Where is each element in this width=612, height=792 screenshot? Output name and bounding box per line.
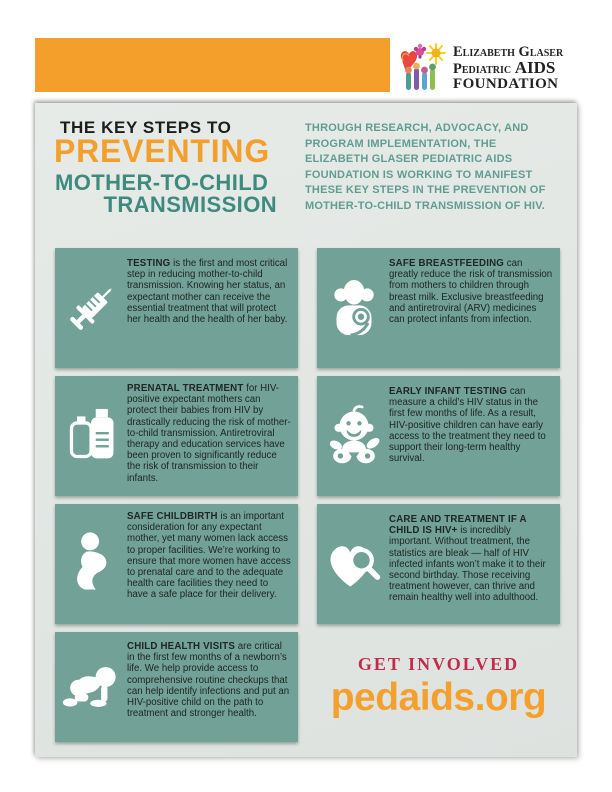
step-text: CHILD HEALTH VISITS are critical in the first few months of a newborn’s life. We help provide access to comprehensive routine checkups that can help identify infections and put an HIV-positive child on the path to treatment and stronger health. xyxy=(127,641,290,720)
header-title: PREVENTING xyxy=(54,133,271,169)
top-orange-bar xyxy=(35,38,390,92)
step-box-safe-childbirth xyxy=(55,504,298,624)
header-intro-paragraph: THROUGH RESEARCH, ADVOCACY, AND PROGRAM IMPLEMENTATION, THE ELIZABETH GLASER PEDIATRIC AIDS FOUNDATION IS WORKING TO MANIFEST THESE KEY STEPS IN THE PREVENTION OF MOTHER-TO-CHILD TRANSMISSION OF HIV. xyxy=(305,122,546,212)
logo-line-2: Pediatric AIDS xyxy=(453,57,556,77)
step-text: CARE AND TREATMENT IF A CHILD IS HIV+ is incredibly important. Without treatment, the statistics are bleak — half of HIV infected infants won’t make it to their second birthday. Those receiving treatment however, can thrive and remain healthy well into adulthood. xyxy=(389,514,546,604)
call-to-action xyxy=(317,654,560,720)
step-box-child-health-visits xyxy=(55,632,298,742)
medicine-bottles-icon xyxy=(59,376,125,496)
pregnant-woman-icon xyxy=(59,504,125,624)
syringe-icon xyxy=(59,248,125,368)
get-involved-label: GET INVOLVED xyxy=(357,654,520,674)
breastfeeding-mother-icon xyxy=(321,248,387,368)
header-subtitle-2: TRANSMISSION xyxy=(103,192,277,217)
step-text: EARLY INFANT TESTING can measure a child’s HIV status in the first few months of life. As a result, HIV-positive children can have early access to the treatment they need to support their long-term healthy survival. xyxy=(389,386,546,465)
step-box-testing xyxy=(55,248,298,368)
baby-icon xyxy=(321,376,387,496)
step-box-safe-breastfeeding xyxy=(317,248,560,368)
content-panel xyxy=(35,103,577,757)
logo-line-1: Elizabeth Glaser xyxy=(453,43,564,60)
step-box-care-and-treatment xyxy=(317,504,560,624)
step-box-prenatal-treatment xyxy=(55,376,298,496)
crawling-baby-icon xyxy=(59,632,125,742)
step-text: SAFE BREASTFEEDING can greatly reduce the risk of transmission from mothers to children through breast milk. Exclusive breastfeeding and antiretroviral (ARV) medicines can protect infants from infection. xyxy=(389,258,553,326)
step-text: PRENATAL TREATMENT for HIV-positive expectant mothers can protect their babies from HIV by drastically reducing the risk of mother-to-child transmission. Antiretroviral therapy and education services have been proven to significantly reduce the risk of transmission to their infants. xyxy=(127,383,291,484)
pedaids-url-link[interactable]: pedaids.org xyxy=(330,676,547,719)
logo-art-icon xyxy=(396,42,448,94)
header-subtitle-1: MOTHER-TO-CHILD xyxy=(55,170,269,195)
step-text: TESTING is the first and most critical step in reducing mother-to-child transmission. Knowing her status, an expectant mother can receive the essential treatment that will protect her health and the health of her baby. xyxy=(127,258,288,326)
heart-magnifier-icon xyxy=(321,504,387,624)
foundation-logo-text xyxy=(453,45,563,92)
logo-line-3: FOUNDATION xyxy=(453,75,559,92)
step-text: SAFE CHILDBIRTH is an important consideration for any expectant mother, yet many women lack access to proper facilities. We’re working to ensure that more women have access to prenatal care and to the adequate health care facilities they need to have a safe place for their delivery. xyxy=(127,511,291,601)
header-kicker: THE KEY STEPS TO xyxy=(60,118,232,137)
foundation-logo xyxy=(396,40,582,96)
step-box-early-infant-testing xyxy=(317,376,560,496)
